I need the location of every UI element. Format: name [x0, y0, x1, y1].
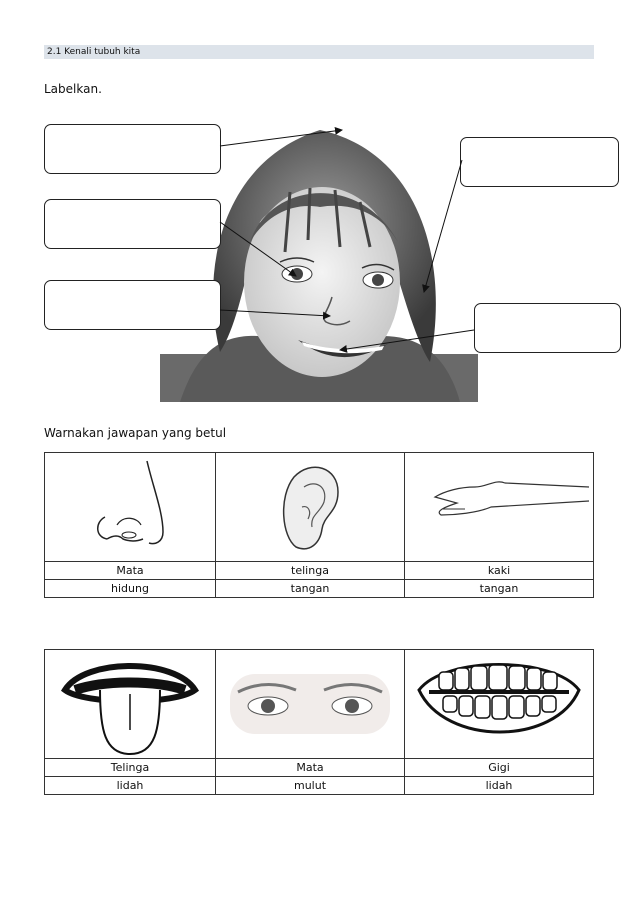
teeth-drawing-cell	[405, 650, 594, 759]
ear-drawing	[216, 457, 404, 557]
hand-drawing-cell	[405, 453, 594, 562]
label-instruction: Labelkan.	[44, 82, 102, 96]
table1-row2-col3[interactable]: tangan	[405, 580, 594, 598]
header-title: 2.1 Kenali tubuh kita	[47, 47, 141, 57]
table1-row1-col2[interactable]: telinga	[216, 562, 405, 580]
label-box-mouth[interactable]	[474, 303, 621, 353]
table1-row2-col2[interactable]: tangan	[216, 580, 405, 598]
answer-table-2	[44, 649, 594, 795]
ear-drawing-cell	[216, 453, 405, 562]
table2-row2-col1[interactable]: lidah	[45, 777, 216, 795]
table2-row1-col3[interactable]: Gigi	[405, 759, 594, 777]
eyes-drawing	[216, 654, 404, 754]
tongue-drawing	[45, 650, 215, 758]
table1-row2-col1[interactable]: hidung	[45, 580, 216, 598]
table2-row1-col1[interactable]: Telinga	[45, 759, 216, 777]
nose-drawing-cell	[45, 453, 216, 562]
table2-row1-col2[interactable]: Mata	[216, 759, 405, 777]
answer-table-1	[44, 452, 594, 598]
table1-row1-col3[interactable]: kaki	[405, 562, 594, 580]
hand-drawing	[405, 457, 593, 557]
table1-row1-col1[interactable]: Mata	[45, 562, 216, 580]
table2-row2-col3[interactable]: lidah	[405, 777, 594, 795]
table2-row2-col2[interactable]: mulut	[216, 777, 405, 795]
label-box-hair[interactable]	[44, 124, 221, 174]
nose-drawing	[45, 457, 215, 557]
color-instruction: Warnakan jawapan yang betul	[44, 426, 227, 440]
tongue-drawing-cell	[45, 650, 216, 759]
page-header	[44, 45, 594, 59]
teeth-drawing	[405, 650, 593, 758]
label-box-eye[interactable]	[44, 199, 221, 249]
label-box-nose[interactable]	[44, 280, 221, 330]
label-box-ear[interactable]	[460, 137, 619, 187]
eyes-drawing-cell	[216, 650, 405, 759]
